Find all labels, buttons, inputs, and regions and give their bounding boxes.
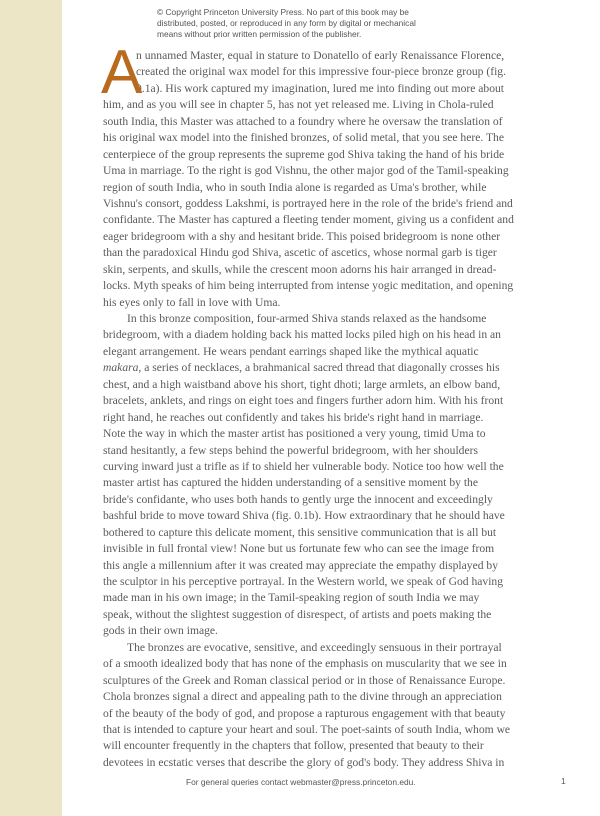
- copyright-line: means without prior written permission of the publisher.: [157, 29, 362, 39]
- text-line: centerpiece of the group represents the supreme god Shiva taking the hand of his bride: [103, 147, 505, 161]
- body-text: [101, 38, 514, 771]
- text-line: master artist has captured the hidden understanding of a sensitive moment by the: [103, 476, 478, 490]
- text-line: invisible in full frontal view! None but us fortunate few who can see the image from: [103, 542, 495, 556]
- text-line: n unnamed Master, equal in stature to Donatello of early Renaissance Florence,: [136, 49, 505, 62]
- text-line: gods in their own image.: [103, 624, 218, 638]
- copyright-line: distributed, posted, or reproduced in any form by digital or mechanical: [157, 18, 416, 28]
- page-number: 1: [561, 776, 566, 786]
- text-line: him, and as you will see in chapter 5, has not yet released me. Living in Chola-ruled: [103, 98, 494, 112]
- text-line: The bronzes are evocative, sensitive, and exceedingly sensuous in their portrayal: [127, 640, 502, 654]
- text-line: bashful bride to move toward Shiva (fig. 0.1b). How extraordinary that he should have: [103, 509, 505, 523]
- paragraph: [103, 640, 511, 772]
- paragraph: [103, 48, 514, 311]
- text-line: region of south India, who in south India alone is regarded as Uma's brother, while: [103, 180, 487, 194]
- text-line: his original wax model into the finished bronzes, of solid metal, that you see here. The: [103, 131, 504, 145]
- text-line: this angle a millennium after it was created may appreciate the empathy displayed by: [103, 558, 499, 572]
- text-line: than the paradoxical Hindu god Shiva, ascetic of ascetics, whose normal garb is tiger: [103, 246, 497, 260]
- text-line: Uma in marriage. To the right is god Vishnu, the other major god of the Tamil-speaking: [103, 164, 509, 178]
- text-line: speak, without the slightest suggestion of disrespect, of artists and poets making the: [103, 607, 492, 621]
- text-line: bridegroom, with a diadem holding back his matted locks piled high on his head in an: [103, 328, 501, 342]
- footer-contact: For general queries contact webmaster@press.princeton.edu.: [186, 777, 416, 787]
- text-line: chest, and a high waistband above his short, tight dhoti; large armlets, an elbow band,: [103, 377, 501, 391]
- text-line: Note the way in which the master artist has positioned a very young, timid Uma to: [103, 427, 486, 441]
- copyright-line: © Copyright Princeton University Press. No part of this book may be: [157, 7, 409, 17]
- text-line: will encounter frequently in the chapters that follow, presented that beauty to their: [103, 739, 484, 753]
- drop-cap: A: [101, 38, 143, 107]
- text-line: locks. Myth speaks of him being interrupted from intense yogic meditation, and opening: [103, 279, 514, 293]
- text-line: skin, serpents, and skulls, while the crescent moon adorns his hair arranged in dread-: [103, 262, 497, 276]
- text-line: stand hesitantly, a few steps behind the powerful bridegroom, with her shoulders: [103, 443, 478, 457]
- text-line: devotees in ecstatic verses that describe the glory of god's body. They address Shiva in: [103, 755, 505, 769]
- text-line: makara, a series of necklaces, a brahmanical sacred thread that diagonally crosses his: [103, 361, 500, 375]
- text-line: made man in his own image; in the Tamil-speaking region of south India we may: [103, 591, 480, 605]
- copyright-notice: [157, 7, 416, 40]
- text-line: of the beauty of the body of god, and propose a rapturous engagement with that beauty: [103, 706, 506, 720]
- text-line: that is intended to capture your heart and soul. The poet-saints of south India, whom we: [103, 722, 511, 736]
- text-line: eager bridegroom with a shy and hesitant bride. This poised bridegroom is none other: [103, 229, 501, 243]
- left-margin-strip: [0, 0, 62, 816]
- text-line: south India, this Master was attached to a foundry where he oversaw the translation of: [103, 114, 503, 128]
- text-line: confidante. The Master has captured a fleeting tender moment, giving us a confident and: [103, 213, 514, 227]
- text-line: 0.1a). His work captured my imagination, lured me into finding out more about: [136, 81, 505, 95]
- text-line: right hand, he reaches out confidently and takes his bride's right hand in marriage.: [103, 410, 484, 424]
- text-line: In this bronze composition, four-armed Shiva stands relaxed as the handsome: [127, 312, 487, 325]
- text-line: elegant arrangement. He wears pendant earrings shaped like the mythical aquatic: [103, 344, 479, 358]
- italic-term: makara: [103, 361, 139, 375]
- text-line: curving inward just a trifle as if to shield her vulnerable body. Notice too how well the: [103, 459, 504, 473]
- text-line: created the original wax model for this impressive four-piece bronze group (fig.: [136, 65, 506, 79]
- text-line: the sculptor in his perceptive portrayal. In the Western world, we speak of God having: [103, 575, 504, 588]
- paragraph: [103, 311, 505, 640]
- text-line: of a smooth idealized body that has none of the emphasis on muscularity that we see in: [103, 657, 507, 671]
- text-line: Chola bronzes signal a direct and appealing path to the divine through an appreciation: [103, 690, 502, 704]
- text-line: bothered to capture this delicate moment, this sensitive communication that is all but: [103, 525, 497, 539]
- text-line: sculptures of the Greek and Roman classical period or in those of Renaissance Europe.: [103, 673, 506, 687]
- text-line: Vishnu's consort, goddess Lakshmi, is portrayed here in the role of the bride's friend and: [103, 196, 513, 210]
- text-line: bracelets, anklets, and rings on eight toes and fingers further adorn him. With his front: [103, 394, 504, 408]
- text-line: his eyes only to fall in love with Uma.: [103, 295, 281, 309]
- text-line: bride's confidante, who uses both hands to gently urge the innocent and exceedingly: [103, 492, 493, 506]
